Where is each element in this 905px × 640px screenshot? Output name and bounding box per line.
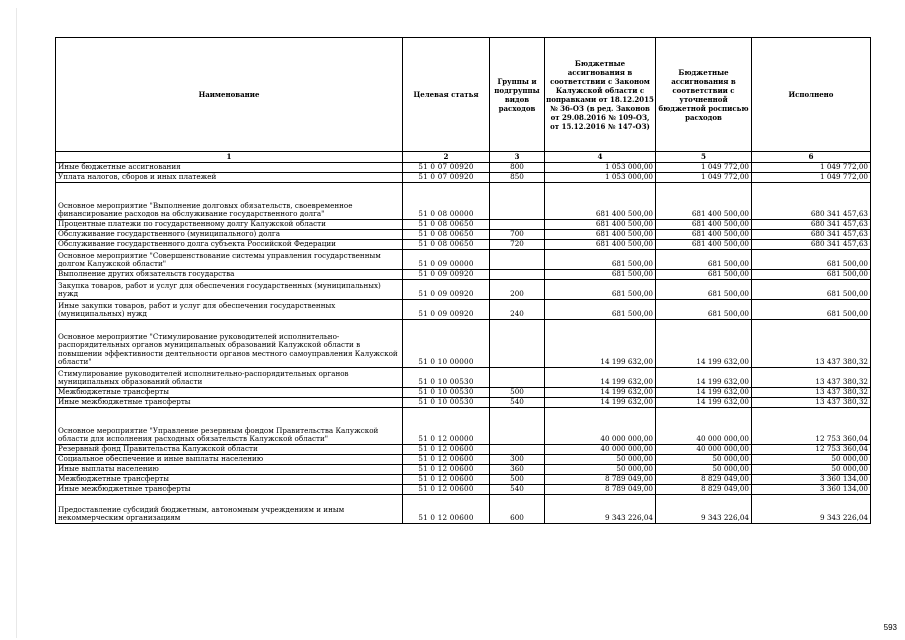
budget-table — [55, 37, 871, 524]
header-budget-schedule: Бюджетные ассигнования в соответствии с уточненной бюджетной росписью расходов — [656, 38, 752, 152]
table-row — [56, 465, 871, 475]
row-group: 360 — [490, 465, 545, 475]
row-target-code: 51 0 09 00000 — [403, 250, 490, 270]
column-number: 5 — [656, 152, 752, 163]
row-target-code: 51 0 07 00920 — [403, 163, 490, 173]
row-executed-value: 680 341 457,63 — [752, 230, 871, 240]
row-target-code: 51 0 09 00920 — [403, 280, 490, 300]
row-target-code: 51 0 12 00600 — [403, 485, 490, 495]
row-target-code: 51 0 08 00000 — [403, 183, 490, 220]
row-name: Иные межбюджетные трансферты — [56, 398, 403, 408]
row-budget-law-value: 14 199 632,00 — [545, 388, 656, 398]
row-name: Основное мероприятие "Совершенствование системы управления государственным долгом Калужской области" — [56, 250, 403, 270]
row-budget-law-value: 50 000,00 — [545, 465, 656, 475]
table-row — [56, 163, 871, 173]
row-executed-value: 12 753 360,04 — [752, 445, 871, 455]
row-executed-value: 9 343 226,04 — [752, 495, 871, 524]
row-name: Межбюджетные трансферты — [56, 475, 403, 485]
row-schedule-value: 681 500,00 — [656, 270, 752, 280]
row-target-code: 51 0 12 00600 — [403, 495, 490, 524]
row-group — [490, 320, 545, 368]
row-group: 600 — [490, 495, 545, 524]
row-schedule-value: 14 199 632,00 — [656, 398, 752, 408]
row-schedule-value: 14 199 632,00 — [656, 368, 752, 388]
row-budget-law-value: 681 500,00 — [545, 300, 656, 320]
row-executed-value: 680 341 457,63 — [752, 240, 871, 250]
row-target-code: 51 0 10 00530 — [403, 388, 490, 398]
column-number: 2 — [403, 152, 490, 163]
row-target-code: 51 0 12 00600 — [403, 445, 490, 455]
row-budget-law-value: 40 000 000,00 — [545, 408, 656, 445]
row-schedule-value: 9 343 226,04 — [656, 495, 752, 524]
row-target-code: 51 0 12 00000 — [403, 408, 490, 445]
row-group: 300 — [490, 455, 545, 465]
row-executed-value: 13 437 380,32 — [752, 320, 871, 368]
column-number: 6 — [752, 152, 871, 163]
row-name: Межбюджетные трансферты — [56, 388, 403, 398]
table-row — [56, 475, 871, 485]
row-executed-value: 681 500,00 — [752, 250, 871, 270]
row-schedule-value: 40 000 000,00 — [656, 445, 752, 455]
row-group: 800 — [490, 163, 545, 173]
row-name: Процентные платежи по государственному долгу Калужской области — [56, 220, 403, 230]
row-name: Основное мероприятие "Управление резервным фондом Правительства Калужской области для исполнения расходных обязательств Калужской области" — [56, 408, 403, 445]
row-group — [490, 408, 545, 445]
row-schedule-value: 1 049 772,00 — [656, 173, 752, 183]
table-row — [56, 445, 871, 455]
row-group — [490, 183, 545, 220]
table-row — [56, 183, 871, 220]
row-schedule-value: 681 400 500,00 — [656, 230, 752, 240]
row-executed-value: 681 500,00 — [752, 270, 871, 280]
header-executed: Исполнено — [752, 38, 871, 152]
row-schedule-value: 50 000,00 — [656, 465, 752, 475]
row-target-code: 51 0 10 00530 — [403, 398, 490, 408]
row-schedule-value: 681 400 500,00 — [656, 183, 752, 220]
row-budget-law-value: 50 000,00 — [545, 455, 656, 465]
row-target-code: 51 0 09 00920 — [403, 300, 490, 320]
page-number: 593 — [883, 623, 897, 632]
row-target-code: 51 0 12 00600 — [403, 465, 490, 475]
row-budget-law-value: 681 400 500,00 — [545, 240, 656, 250]
row-budget-law-value: 8 789 049,00 — [545, 475, 656, 485]
row-budget-law-value: 1 053 000,00 — [545, 163, 656, 173]
table-row — [56, 250, 871, 270]
row-budget-law-value: 9 343 226,04 — [545, 495, 656, 524]
row-name: Иные выплаты населению — [56, 465, 403, 475]
row-executed-value: 680 341 457,63 — [752, 220, 871, 230]
row-name: Предоставление субсидий бюджетным, автономным учреждениям и иным некоммерческим организациям — [56, 495, 403, 524]
row-executed-value: 3 360 134,00 — [752, 475, 871, 485]
row-name: Иные бюджетные ассигнования — [56, 163, 403, 173]
row-budget-law-value: 681 500,00 — [545, 280, 656, 300]
row-name: Основное мероприятие "Стимулирование руководителей исполнительно-распорядительных органов муниципальных образований Калужской области в повышении эффективности деятельности органов местного самоуправления Калужской области" — [56, 320, 403, 368]
row-target-code: 51 0 08 00650 — [403, 220, 490, 230]
row-budget-law-value: 681 400 500,00 — [545, 183, 656, 220]
table-row — [56, 368, 871, 388]
row-budget-law-value: 681 400 500,00 — [545, 230, 656, 240]
row-name: Обслуживание государственного (муниципального) долга — [56, 230, 403, 240]
row-schedule-value: 681 500,00 — [656, 280, 752, 300]
table-row — [56, 220, 871, 230]
row-executed-value: 3 360 134,00 — [752, 485, 871, 495]
row-name: Иные закупки товаров, работ и услуг для обеспечения государственных (муниципальных) нужд — [56, 300, 403, 320]
row-schedule-value: 8 829 049,00 — [656, 485, 752, 495]
row-name: Иные межбюджетные трансферты — [56, 485, 403, 495]
row-schedule-value: 681 500,00 — [656, 300, 752, 320]
row-group: 240 — [490, 300, 545, 320]
row-executed-value: 13 437 380,32 — [752, 398, 871, 408]
row-executed-value: 1 049 772,00 — [752, 173, 871, 183]
row-target-code: 51 0 08 00650 — [403, 240, 490, 250]
row-schedule-value: 1 049 772,00 — [656, 163, 752, 173]
header-budget-law: Бюджетные ассигнования в соответствии с Законом Калужской области с поправками от 18.12.2015 № 36-ОЗ (в ред. Законов от 29.08.2016 № 109-ОЗ, от 15.12.2016 № 147-ОЗ) — [545, 38, 656, 152]
row-budget-law-value: 1 053 000,00 — [545, 173, 656, 183]
row-group: 540 — [490, 485, 545, 495]
row-target-code: 51 0 12 00600 — [403, 475, 490, 485]
row-group — [490, 270, 545, 280]
row-executed-value: 681 500,00 — [752, 280, 871, 300]
row-executed-value: 1 049 772,00 — [752, 163, 871, 173]
table-row — [56, 495, 871, 524]
row-target-code: 51 0 09 00920 — [403, 270, 490, 280]
table-row — [56, 300, 871, 320]
row-name: Социальное обеспечение и иные выплаты населению — [56, 455, 403, 465]
table-row — [56, 388, 871, 398]
row-name: Основное мероприятие "Выполнение долговых обязательств, своевременное финансирование расходов на обслуживание государственного долга" — [56, 183, 403, 220]
row-executed-value: 680 341 457,63 — [752, 183, 871, 220]
row-budget-law-value: 681 500,00 — [545, 270, 656, 280]
row-schedule-value: 681 400 500,00 — [656, 220, 752, 230]
row-group: 720 — [490, 240, 545, 250]
row-schedule-value: 14 199 632,00 — [656, 320, 752, 368]
table-row — [56, 455, 871, 465]
table-row — [56, 485, 871, 495]
row-group — [490, 250, 545, 270]
row-budget-law-value: 14 199 632,00 — [545, 398, 656, 408]
row-executed-value: 12 753 360,04 — [752, 408, 871, 445]
column-number: 4 — [545, 152, 656, 163]
row-executed-value: 681 500,00 — [752, 300, 871, 320]
row-schedule-value: 681 500,00 — [656, 250, 752, 270]
row-name: Стимулирование руководителей исполнительно-распорядительных органов муниципальных образований области — [56, 368, 403, 388]
table-header-row — [56, 38, 871, 152]
header-name: Наименование — [56, 38, 403, 152]
row-budget-law-value: 14 199 632,00 — [545, 320, 656, 368]
table-row — [56, 280, 871, 300]
table-row — [56, 240, 871, 250]
table-row — [56, 230, 871, 240]
row-group: 500 — [490, 475, 545, 485]
row-budget-law-value: 681 400 500,00 — [545, 220, 656, 230]
row-executed-value: 13 437 380,32 — [752, 388, 871, 398]
table-row — [56, 173, 871, 183]
row-schedule-value: 14 199 632,00 — [656, 388, 752, 398]
row-group: 700 — [490, 230, 545, 240]
row-group: 540 — [490, 398, 545, 408]
row-budget-law-value: 40 000 000,00 — [545, 445, 656, 455]
row-executed-value: 50 000,00 — [752, 455, 871, 465]
row-group — [490, 220, 545, 230]
table-row — [56, 320, 871, 368]
table-row — [56, 270, 871, 280]
row-group: 200 — [490, 280, 545, 300]
row-budget-law-value: 8 789 049,00 — [545, 485, 656, 495]
row-budget-law-value: 681 500,00 — [545, 250, 656, 270]
column-number-row — [56, 152, 871, 163]
table-row — [56, 408, 871, 445]
scan-margin-line — [16, 8, 17, 638]
row-group: 850 — [490, 173, 545, 183]
header-expense-groups: Группы и подгруппы видов расходов — [490, 38, 545, 152]
column-number: 3 — [490, 152, 545, 163]
row-group: 500 — [490, 388, 545, 398]
column-number: 1 — [56, 152, 403, 163]
row-executed-value: 50 000,00 — [752, 465, 871, 475]
row-name: Закупка товаров, работ и услуг для обеспечения государственных (муниципальных) нужд — [56, 280, 403, 300]
row-group — [490, 368, 545, 388]
row-name: Уплата налогов, сборов и иных платежей — [56, 173, 403, 183]
row-target-code: 51 0 10 00000 — [403, 320, 490, 368]
header-target-article: Целевая статья — [403, 38, 490, 152]
row-schedule-value: 681 400 500,00 — [656, 240, 752, 250]
row-target-code: 51 0 12 00600 — [403, 455, 490, 465]
row-target-code: 51 0 08 00650 — [403, 230, 490, 240]
row-schedule-value: 8 829 049,00 — [656, 475, 752, 485]
row-target-code: 51 0 07 00920 — [403, 173, 490, 183]
table-row — [56, 398, 871, 408]
row-schedule-value: 40 000 000,00 — [656, 408, 752, 445]
row-name: Обслуживание государственного долга субъекта Российской Федерации — [56, 240, 403, 250]
row-executed-value: 13 437 380,32 — [752, 368, 871, 388]
row-group — [490, 445, 545, 455]
row-name: Резервный фонд Правительства Калужской области — [56, 445, 403, 455]
row-name: Выполнение других обязательств государства — [56, 270, 403, 280]
row-target-code: 51 0 10 00530 — [403, 368, 490, 388]
row-budget-law-value: 14 199 632,00 — [545, 368, 656, 388]
row-schedule-value: 50 000,00 — [656, 455, 752, 465]
